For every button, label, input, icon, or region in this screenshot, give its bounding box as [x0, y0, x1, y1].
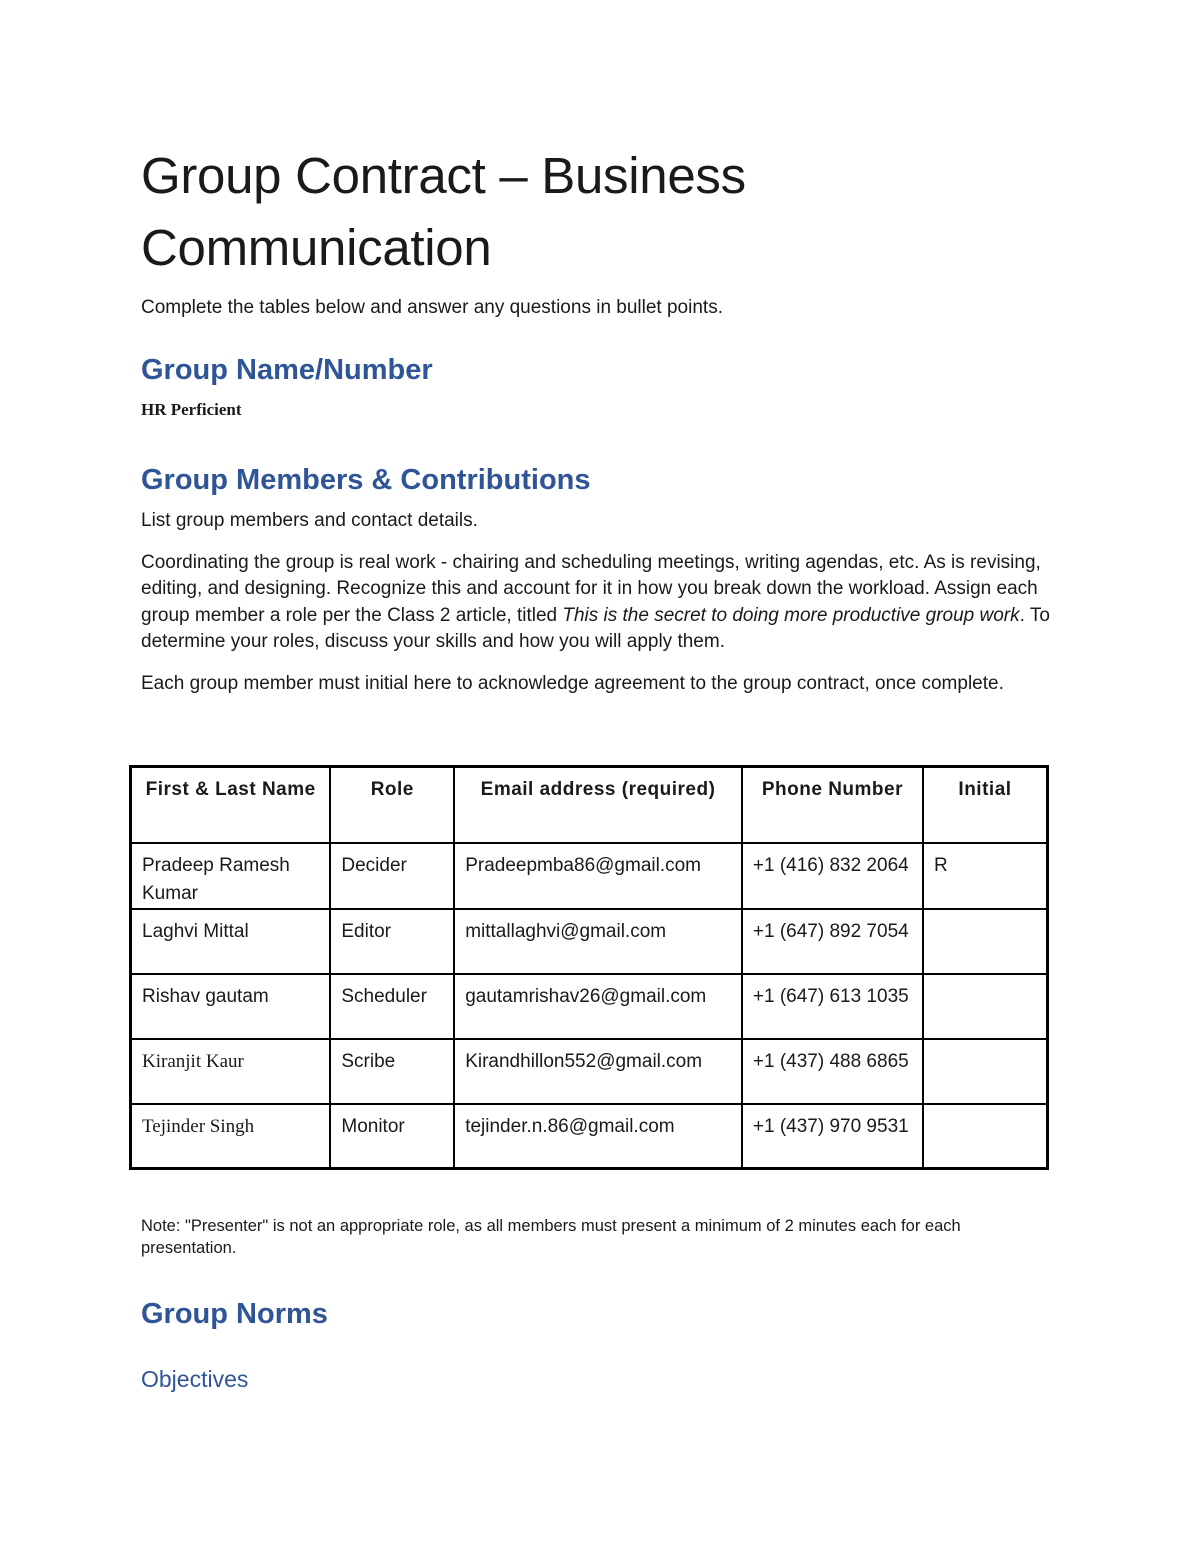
coordination-text-a: Coordinating the group is real work - chairing and scheduling meetings, writing agendas, etc. As is revising, editing, and designing. Recognize this and account for it in how you break down the workload. Assign each group member a role per the Class 2 article, titled	[141, 551, 1041, 626]
member-email: mittallaghvi@gmail.com	[454, 909, 742, 974]
members-intro: List group members and contact details.	[141, 510, 478, 531]
table-header-row	[131, 767, 1048, 843]
member-initial	[923, 1039, 1048, 1104]
member-initial: R	[923, 843, 1048, 909]
member-phone: +1 (647) 613 1035	[742, 974, 923, 1039]
header-phone: Phone Number	[742, 767, 923, 843]
header-email: Email address (required)	[454, 767, 742, 843]
coordination-text-b: . To determine your roles, discuss your skills and how you will apply them.	[141, 604, 1050, 652]
member-phone: +1 (437) 970 9531	[742, 1104, 923, 1169]
coordination-paragraph	[141, 550, 1056, 656]
table-row	[131, 974, 1048, 1039]
member-name: Rishav gautam	[131, 974, 331, 1039]
member-initial	[923, 909, 1048, 974]
document-page	[141, 140, 1056, 1392]
member-name: Pradeep Ramesh Kumar	[131, 843, 331, 909]
member-email: gautamrishav26@gmail.com	[454, 974, 742, 1039]
member-email: Kirandhillon552@gmail.com	[454, 1039, 742, 1104]
article-title: This is the secret to doing more productive group work	[562, 604, 1020, 626]
group-norms-heading: Group Norms	[141, 1298, 328, 1330]
members-table	[129, 765, 1049, 1170]
member-role: Scribe	[330, 1039, 454, 1104]
member-phone: +1 (647) 892 7054	[742, 909, 923, 974]
group-name-heading: Group Name/Number	[141, 354, 433, 386]
member-phone: +1 (416) 832 2064	[742, 843, 923, 909]
member-name: Tejinder Singh	[131, 1104, 331, 1169]
objectives-heading: Objectives	[141, 1366, 249, 1392]
table-row	[131, 1039, 1048, 1104]
member-email: tejinder.n.86@gmail.com	[454, 1104, 742, 1169]
presenter-note: Note: "Presenter" is not an appropriate role, as all members must present a minimum of 2 minutes each for each presentation.	[141, 1217, 961, 1257]
member-role: Decider	[330, 843, 454, 909]
header-initial: Initial	[923, 767, 1048, 843]
member-name: Kiranjit Kaur	[131, 1039, 331, 1104]
title-line-2: Communication	[141, 219, 492, 276]
header-name: First & Last Name	[131, 767, 331, 843]
table-row	[131, 1104, 1048, 1169]
group-name-value: HR Perficient	[141, 400, 242, 419]
member-initial	[923, 974, 1048, 1039]
member-role: Editor	[330, 909, 454, 974]
table-row	[131, 843, 1048, 909]
members-instructions	[141, 508, 1056, 697]
group-members-heading: Group Members & Contributions	[141, 464, 591, 496]
member-role: Monitor	[330, 1104, 454, 1169]
member-phone: +1 (437) 488 6865	[742, 1039, 923, 1104]
member-initial	[923, 1104, 1048, 1169]
acknowledgement-paragraph: Each group member must initial here to acknowledge agreement to the group contract, once complete.	[141, 672, 1004, 694]
document-title	[141, 140, 1056, 284]
member-email: Pradeepmba86@gmail.com	[454, 843, 742, 909]
member-name: Laghvi Mittal	[131, 909, 331, 974]
instructions-text: Complete the tables below and answer any questions in bullet points.	[141, 297, 723, 318]
header-role: Role	[330, 767, 454, 843]
title-line-1: Group Contract – Business	[141, 147, 746, 204]
member-role: Scheduler	[330, 974, 454, 1039]
table-row	[131, 909, 1048, 974]
